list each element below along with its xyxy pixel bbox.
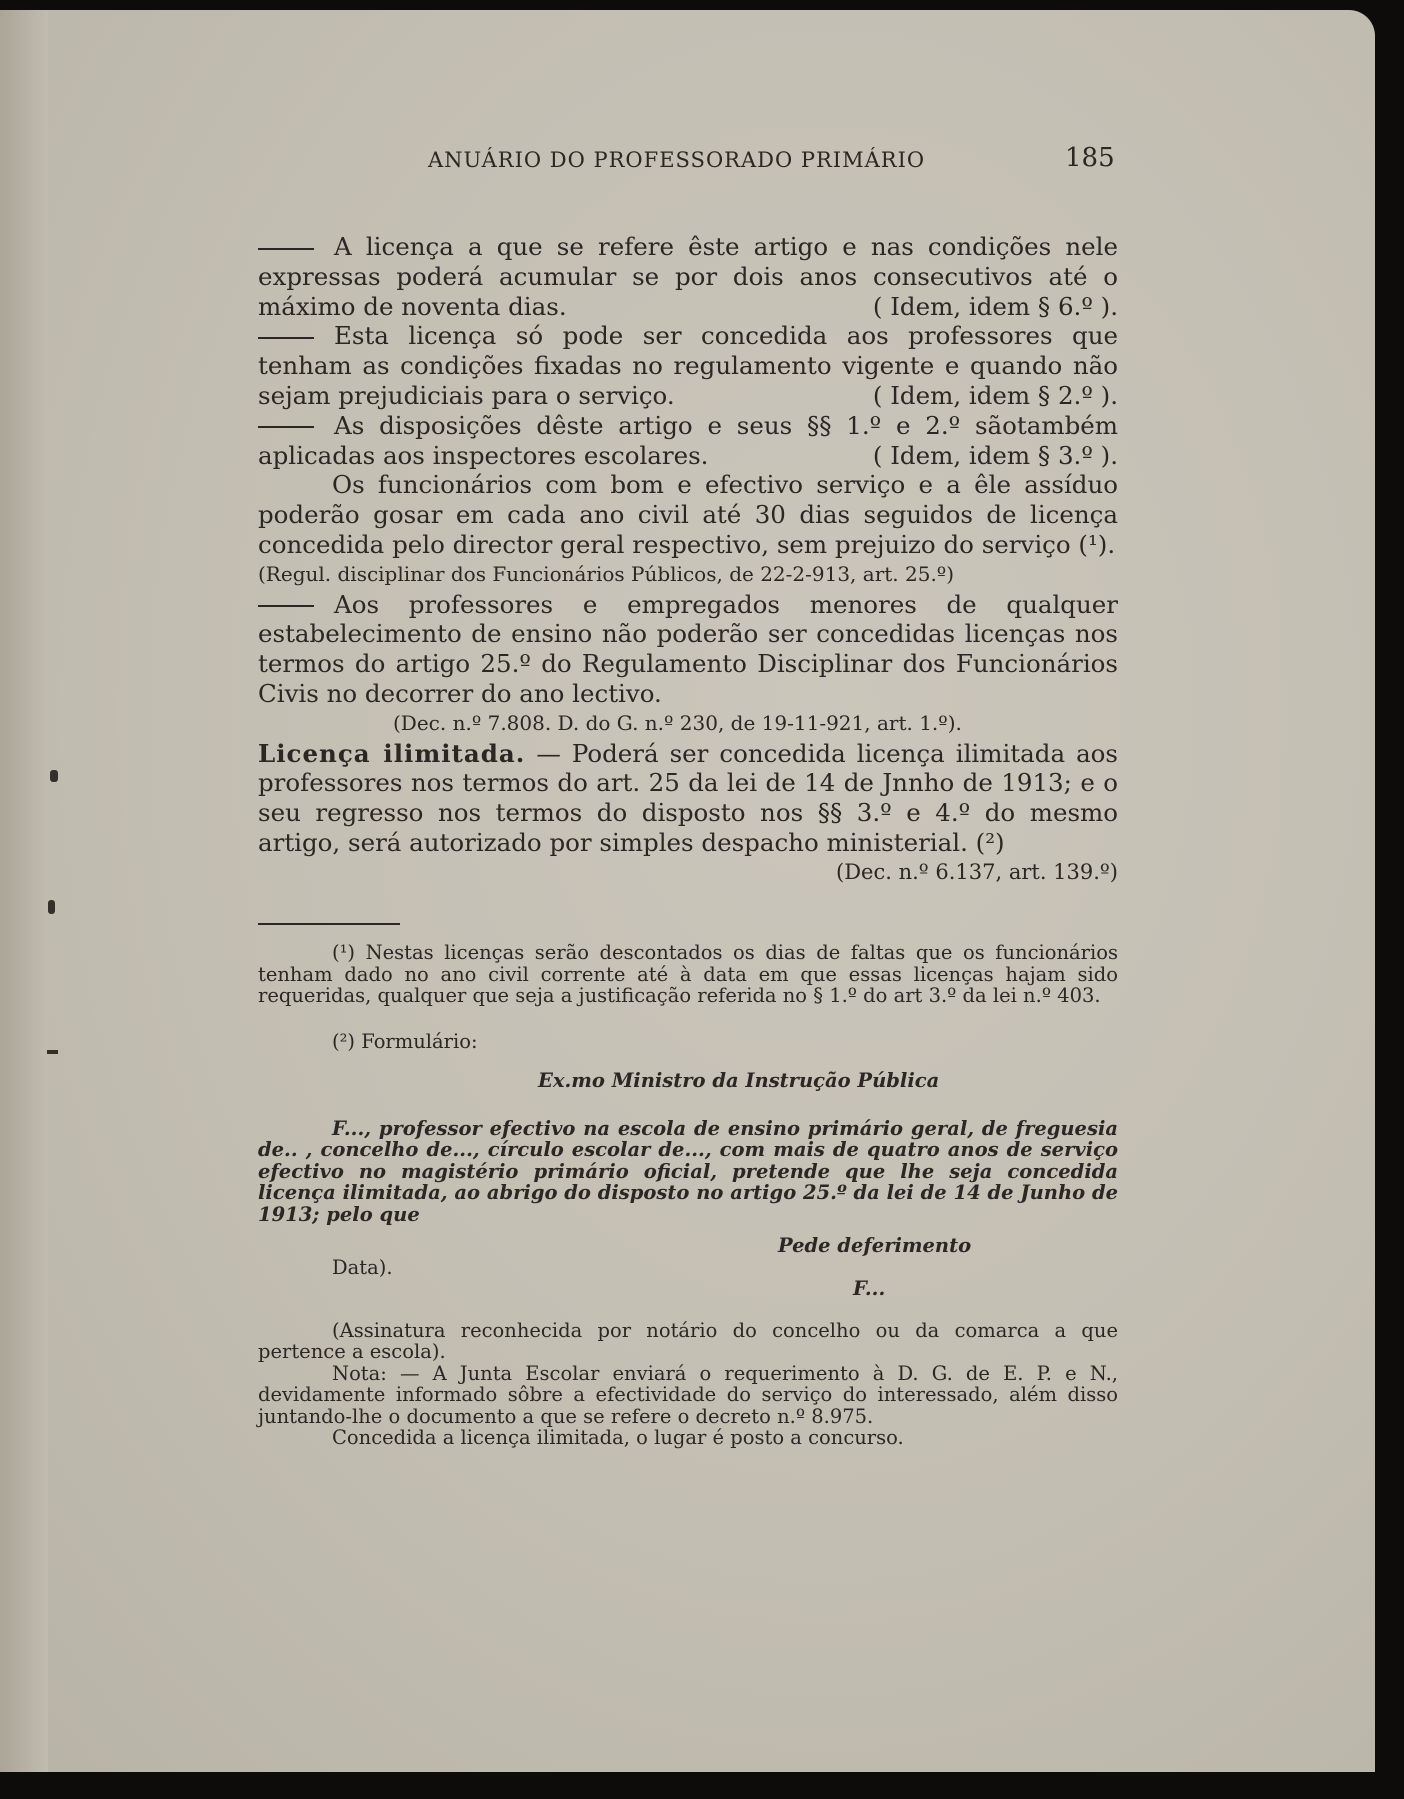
closing-line: Concedida a licença ilimitada, o lugar é posto a concurso. xyxy=(332,1426,904,1449)
book-page xyxy=(0,10,1375,1772)
form-request: Pede deferimento xyxy=(778,1234,972,1257)
paragraph-6: Licença ilimitada. — Poderá ser concedida licença ilimitada aos professores nos termos do art. 25 da lei de 14 de Jnnho de 1913; e o seu regresso nos termos do disposto nos §§ 3.º e 4.º do mesmo artigo, será autorizado por simples despacho ministerial. (²) (Dec. n.º 6.137, art. 139.º) xyxy=(258,739,1118,858)
footnotes xyxy=(258,942,1118,1449)
citation: ( Idem, idem § 3.º ). xyxy=(872,440,1118,470)
paragraph-1: A licença a que se refere êste artigo e nas condições nele expressas poderá acumular se por dois anos consecutivos até o máximo de noventa dias. ( Idem, idem § 6.º ). xyxy=(258,232,1118,321)
citation: (Dec. n.º 6.137, art. 139.º) xyxy=(836,859,1118,884)
form-body: F..., professor efectivo na escola de ensino primário geral, de freguesia de.. , concelho de..., círculo escolar de..., com mais de quatro anos de serviço efectivo no magistério primário oficial, pretende que lhe seja concedida licença ilimitada, ao abrigo do disposto no artigo 25.º da lei de 14 de Junho de 1913; pelo que xyxy=(258,1116,1118,1226)
dash-rule xyxy=(258,248,314,250)
page-left-edge xyxy=(0,10,48,1772)
margin-spot xyxy=(50,770,58,782)
paragraph-4: Os funcionários com bom e efectivo serviço e a êle assíduo poderão gosar em cada ano civil até 30 dias seguidos de licença concedida pelo director geral respectivo, sem prejuizo do serviço (¹). xyxy=(258,470,1118,559)
form-signature: F... xyxy=(853,1277,886,1300)
nota: Nota: — A Junta Escolar enviará o requerimento à D. G. de E. P. e N., devidamente informado sôbre a efectividade do serviço do interessado, além disso juntando-lhe o documento a que se refere o decreto n.º 8.975. xyxy=(258,1361,1118,1428)
paragraph-5: Aos professores e empregados menores de qualquer estabelecimento de ensino não poderão ser concedidas licenças nos termos do artigo 25.º do Regulamento Disciplinar dos Funcionários Civis no decorrer do ano lectivo. xyxy=(258,589,1118,708)
citation: ( Idem, idem § 2.º ). xyxy=(872,380,1118,410)
citation: ( Idem, idem § 6.º ). xyxy=(872,291,1118,321)
dash-rule xyxy=(258,605,314,607)
main-text xyxy=(258,232,1118,888)
footnote-2-label: (²) Formulário: xyxy=(332,1029,478,1053)
running-header: ANUÁRIO DO PROFESSORADO PRIMÁRIO xyxy=(428,148,926,172)
margin-spot xyxy=(47,1050,58,1054)
paragraph-4-citation: (Regul. disciplinar dos Funcionários Públicos, de 22-2-913, art. 25.º) xyxy=(258,561,955,586)
paragraph-5-citation: (Dec. n.º 7.808. D. do G. n.º 230, de 19-11-921, art. 1.º). xyxy=(393,710,962,735)
signature-note: (Assinatura reconhecida por notário do concelho ou da comarca a que pertence a escola). xyxy=(258,1318,1118,1363)
paragraph-2: Esta licença só pode ser concedida aos professores que tenham as condições fixadas no regulamento vigente e quando não sejam prejudiciais para o serviço. ( Idem, idem § 2.º ). xyxy=(258,321,1118,410)
footnote-1: (¹) Nestas licenças serão descontados os dias de faltas que os funcionários tenham dado no ano civil corrente até à data em que essas licenças hajam sido requeridas, qualquer que seja a justificação referida no § 1.º do art 3.º da lei n.º 403. xyxy=(258,941,1118,1007)
paragraph-3: As disposições dêste artigo e seus §§ 1.º e 2.º sãotambém aplicadas aos inspectores escolares. ( Idem, idem § 3.º ). xyxy=(258,410,1118,470)
form-date: Data). xyxy=(332,1255,393,1279)
footnote-divider xyxy=(258,923,400,925)
section-heading: Licença ilimitada. xyxy=(258,738,526,768)
form-address: Ex.mo Ministro da Instrução Pública xyxy=(538,1069,940,1092)
page-number: 185 xyxy=(1065,143,1115,173)
dash-rule xyxy=(258,337,314,339)
margin-spot xyxy=(48,900,55,914)
dash-rule xyxy=(258,426,314,428)
